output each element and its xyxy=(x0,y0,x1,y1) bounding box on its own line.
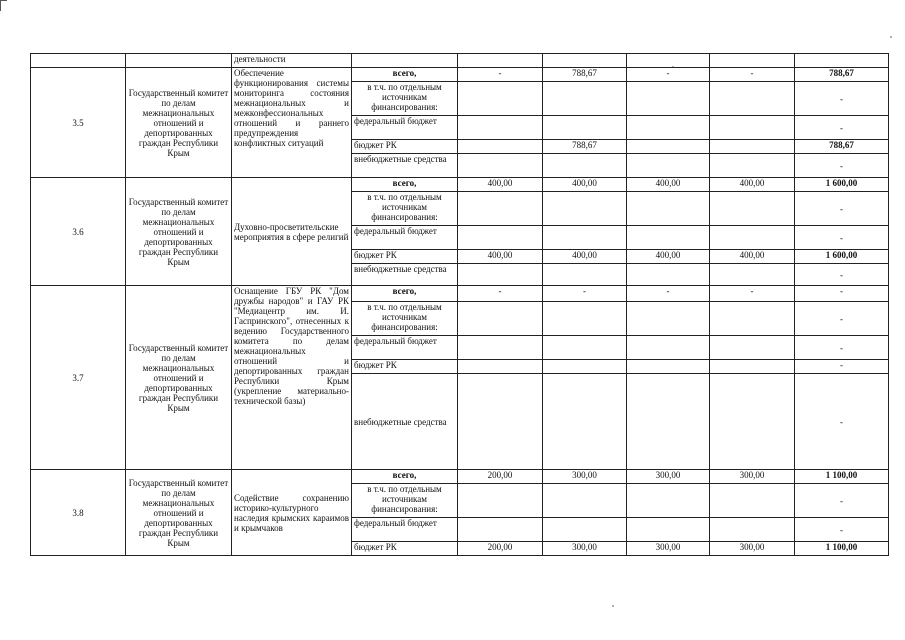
year-value xyxy=(458,192,543,226)
total-value: - xyxy=(795,336,889,360)
year-value xyxy=(543,360,627,374)
year-value xyxy=(543,374,627,470)
measure-name: Оснащение ГБУ РК "Дом дружбы народов" и ГАУ РК "Медиацентр им. И. Гаспринского", отнесенных к ведению Государственного комитета по делам межнациональных отношений и депортированных граждан Республики Крым (укрепление материально-технической базы) xyxy=(232,286,352,470)
measure-name: Содействие сохранению историко-культурного наследия крымских караимов и крымчаков xyxy=(232,470,352,556)
funding-source: в т.ч. по отдельным источникам финансирования: xyxy=(352,192,458,226)
funding-source: бюджет РК xyxy=(352,250,458,264)
name-tail: деятельности xyxy=(232,54,352,68)
year-value xyxy=(710,192,795,226)
funding-source: внебюджетные средства xyxy=(352,154,458,178)
year-value: - xyxy=(458,286,543,302)
year-value: 300,00 xyxy=(543,470,627,484)
funding-source: федеральный бюджет xyxy=(352,116,458,140)
total-value: - xyxy=(795,518,889,542)
funding-source: федеральный бюджет xyxy=(352,518,458,542)
total-value: - xyxy=(795,264,889,286)
table-cell xyxy=(543,54,627,68)
total-value: 1 600,00 xyxy=(795,178,889,192)
table-cell xyxy=(710,54,795,68)
year-value xyxy=(458,302,543,336)
year-value: 300,00 xyxy=(710,470,795,484)
funding-source: в т.ч. по отдельным источникам финансирования: xyxy=(352,484,458,518)
budget-table xyxy=(30,53,889,556)
year-value xyxy=(627,302,710,336)
year-value xyxy=(627,374,710,470)
year-value xyxy=(543,154,627,178)
year-value xyxy=(458,336,543,360)
table-row xyxy=(31,470,889,484)
year-value: - xyxy=(458,68,543,82)
executor: Государственный комитет по делам межнациональных отношений и депортированных граждан Республики Крым xyxy=(126,470,232,556)
year-value xyxy=(543,226,627,250)
year-value xyxy=(627,116,710,140)
year-value xyxy=(710,336,795,360)
year-value: 300,00 xyxy=(627,470,710,484)
year-value xyxy=(710,302,795,336)
year-value xyxy=(458,226,543,250)
total-value: 1 100,00 xyxy=(795,542,889,556)
year-value xyxy=(710,226,795,250)
year-value xyxy=(458,484,543,518)
year-value: 400,00 xyxy=(710,250,795,264)
year-value xyxy=(543,484,627,518)
year-value: 400,00 xyxy=(458,178,543,192)
year-value xyxy=(543,192,627,226)
funding-source: внебюджетные средства xyxy=(352,264,458,286)
total-value: 788,67 xyxy=(795,68,889,82)
year-value: 788,67 xyxy=(543,140,627,154)
year-value xyxy=(627,518,710,542)
year-value xyxy=(458,82,543,116)
year-value xyxy=(543,116,627,140)
measure-name: Духовно-просветительские мероприятия в сфере религий xyxy=(232,178,352,286)
year-value: - xyxy=(627,68,710,82)
total-value: - xyxy=(795,374,889,470)
measure-number: 3.7 xyxy=(31,286,126,470)
scan-speck xyxy=(612,605,614,607)
year-value xyxy=(710,116,795,140)
funding-source: бюджет РК xyxy=(352,542,458,556)
year-value: 400,00 xyxy=(543,250,627,264)
year-value: 200,00 xyxy=(458,542,543,556)
year-value xyxy=(710,374,795,470)
year-value xyxy=(627,264,710,286)
funding-source: всего, xyxy=(352,68,458,82)
funding-source: всего, xyxy=(352,178,458,192)
table-cell xyxy=(795,54,889,68)
table-row xyxy=(31,54,889,68)
year-value xyxy=(543,264,627,286)
year-value xyxy=(710,82,795,116)
year-value: 788,67 xyxy=(543,68,627,82)
table-cell xyxy=(627,54,710,68)
year-value xyxy=(627,154,710,178)
year-value: 400,00 xyxy=(710,178,795,192)
budget-table-page xyxy=(30,53,888,556)
year-value xyxy=(543,336,627,360)
year-value: - xyxy=(627,286,710,302)
year-value xyxy=(543,518,627,542)
funding-source: всего, xyxy=(352,286,458,302)
executor: Государственный комитет по делам межнациональных отношений и депортированных граждан Республики Крым xyxy=(126,68,232,178)
year-value: 300,00 xyxy=(627,542,710,556)
year-value: 400,00 xyxy=(543,178,627,192)
year-value xyxy=(710,264,795,286)
table-row xyxy=(31,286,889,302)
year-value: - xyxy=(710,286,795,302)
table-cell xyxy=(352,54,458,68)
funding-source: всего, xyxy=(352,470,458,484)
measure-name: Обеспечение функционирования системы мониторинга состояния межнациональных и межконфессиональных отношений и раннего предупреждения конфликтных ситуаций xyxy=(232,68,352,178)
year-value: - xyxy=(710,68,795,82)
table-row xyxy=(31,68,889,82)
executor: Государственный комитет по делам межнациональных отношений и депортированных граждан Республики Крым xyxy=(126,178,232,286)
year-value xyxy=(710,154,795,178)
funding-source: в т.ч. по отдельным источникам финансирования: xyxy=(352,302,458,336)
year-value xyxy=(710,360,795,374)
year-value xyxy=(627,360,710,374)
total-value: - xyxy=(795,360,889,374)
year-value xyxy=(627,226,710,250)
funding-source: бюджет РК xyxy=(352,360,458,374)
funding-source: федеральный бюджет xyxy=(352,336,458,360)
total-value: - xyxy=(795,226,889,250)
table-cell xyxy=(458,54,543,68)
table-row xyxy=(31,178,889,192)
year-value xyxy=(710,140,795,154)
year-value xyxy=(627,140,710,154)
measure-number: 3.8 xyxy=(31,470,126,556)
year-value: 300,00 xyxy=(543,542,627,556)
total-value: 788,67 xyxy=(795,140,889,154)
year-value: 400,00 xyxy=(627,250,710,264)
year-value xyxy=(627,484,710,518)
total-value: - xyxy=(795,286,889,302)
total-value: - xyxy=(795,484,889,518)
year-value xyxy=(543,82,627,116)
year-value xyxy=(458,140,543,154)
executor: Государственный комитет по делам межнациональных отношений и депортированных граждан Республики Крым xyxy=(126,286,232,470)
year-value: 400,00 xyxy=(627,178,710,192)
total-value: - xyxy=(795,302,889,336)
scan-speck xyxy=(890,36,892,38)
measure-number: 3.5 xyxy=(31,68,126,178)
year-value xyxy=(627,192,710,226)
funding-source: в т.ч. по отдельным источникам финансирования: xyxy=(352,82,458,116)
funding-source: федеральный бюджет xyxy=(352,226,458,250)
funding-source: бюджет РК xyxy=(352,140,458,154)
year-value: 200,00 xyxy=(458,470,543,484)
year-value xyxy=(710,484,795,518)
total-value: - xyxy=(795,192,889,226)
table-cell xyxy=(31,54,126,68)
year-value xyxy=(627,336,710,360)
year-value: - xyxy=(543,286,627,302)
total-value: 1 100,00 xyxy=(795,470,889,484)
total-value: - xyxy=(795,116,889,140)
year-value xyxy=(458,116,543,140)
year-value xyxy=(627,82,710,116)
year-value: 400,00 xyxy=(458,250,543,264)
scan-corner-mark xyxy=(0,0,7,11)
measure-number: 3.6 xyxy=(31,178,126,286)
year-value xyxy=(458,154,543,178)
year-value xyxy=(458,360,543,374)
funding-source: внебюджетные средства xyxy=(352,374,458,470)
total-value: - xyxy=(795,154,889,178)
year-value xyxy=(458,374,543,470)
year-value xyxy=(458,518,543,542)
total-value: 1 600,00 xyxy=(795,250,889,264)
year-value xyxy=(458,264,543,286)
total-value: - xyxy=(795,82,889,116)
table-cell xyxy=(126,54,232,68)
year-value: 300,00 xyxy=(710,542,795,556)
year-value xyxy=(710,518,795,542)
year-value xyxy=(543,302,627,336)
